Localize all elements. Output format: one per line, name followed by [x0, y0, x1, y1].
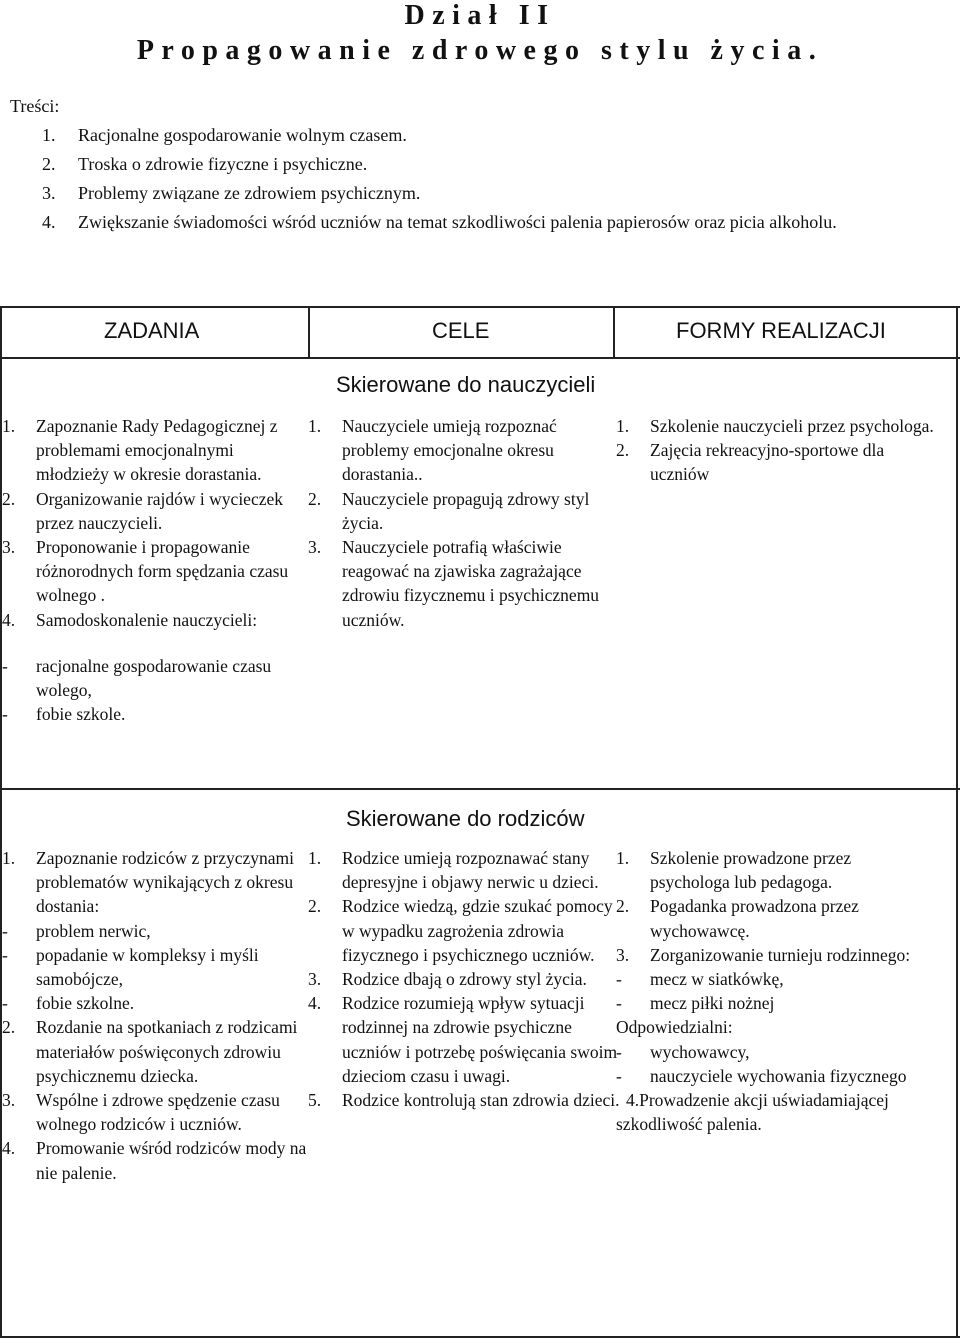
dash-bullet: -: [616, 1041, 622, 1062]
header-tasks: ZADANIA: [104, 318, 200, 343]
dash-bullet: -: [2, 704, 8, 725]
item-text: Szkolenie nauczycieli przez psychologa.: [650, 416, 934, 436]
item-number: 2.: [308, 488, 322, 509]
list-item: [2, 654, 302, 702]
contents-item: [10, 150, 950, 179]
item-number: 2.: [308, 896, 322, 917]
item-text: wychowawcy,: [650, 1041, 750, 1062]
list-item: [308, 894, 620, 967]
list-item: [2, 943, 312, 991]
item-text: Rodzice kontrolują stan zdrowia dzieci.: [342, 1090, 620, 1111]
item-text: problem nerwic,: [36, 920, 151, 941]
item-text: mecz w siatkówkę,: [650, 969, 784, 990]
list-item: [616, 1064, 958, 1088]
dash-bullet: -: [616, 969, 622, 990]
item-number: 4.: [2, 1138, 16, 1159]
table-border: [0, 306, 960, 308]
item-number: 4.: [42, 212, 56, 232]
dash-bullet: -: [2, 920, 8, 941]
list-item: [2, 487, 310, 535]
item-text: Racjonalne gospodarowanie wolnym czasem.: [78, 125, 407, 145]
table-border: [0, 1336, 960, 1338]
contents-list: [10, 121, 950, 237]
list-item: [308, 846, 620, 894]
item-text: Organizowanie rajdów i wycieczek przez nauczycieli.: [36, 488, 283, 533]
list-item: [2, 846, 312, 919]
list-item: [308, 487, 620, 535]
item-number: 2.: [616, 896, 630, 917]
list-item: [616, 414, 936, 438]
section-heading-teachers: Skierowane do nauczycieli: [336, 372, 596, 397]
list-item: [2, 608, 310, 632]
table-border: [956, 306, 958, 790]
item-text: Rozdanie na spotkaniach z rodzicami materiałów poświęconych zdrowiu psychicznemu dziecka.: [36, 1017, 298, 1086]
section-heading-parents: Skierowane do rodziców: [346, 806, 585, 831]
item-number: 2.: [2, 1017, 16, 1038]
list-item: [308, 535, 620, 632]
item-number: 3.: [616, 944, 630, 965]
list-item: [308, 414, 620, 487]
contents-block: [10, 92, 950, 237]
item-text: nauczyciele wychowania fizycznego: [650, 1065, 907, 1086]
list-item: [2, 414, 310, 487]
section-subtitle: Propagowanie zdrowego stylu życia.: [136, 35, 824, 66]
table-border: [0, 357, 960, 359]
item-text: Nauczyciele umieją rozpoznać problemy emocjonalne okresu dorastania..: [342, 416, 557, 485]
list-item: [616, 991, 958, 1015]
item-number: 1.: [2, 848, 16, 868]
list-item: [308, 967, 620, 991]
item-text: Rodzice umieją rozpoznawać stany depresyjne i objawy nerwic u dzieci.: [342, 848, 599, 893]
list-item: [616, 943, 958, 967]
table-border: [0, 788, 960, 790]
teachers-goals-cell: [308, 414, 620, 632]
contents-item: [10, 208, 950, 237]
item-number: 3.: [2, 1090, 16, 1111]
item-text: Zajęcia rekreacyjno-sportowe dla uczniów: [650, 440, 885, 485]
section-title: Dział II: [404, 0, 556, 31]
table-border: [308, 306, 310, 358]
item-text: Zwiększanie świadomości wśród uczniów na temat szkodliwości palenia papierosów oraz picia alkoholu.: [78, 212, 837, 232]
item-number: 4.: [2, 609, 16, 630]
item-number: 4.: [308, 993, 322, 1014]
list-item: [2, 919, 312, 943]
list-item: [308, 991, 620, 1088]
item-text: Rodzice rozumieją wpływ sytuacji rodzinnej na zdrowie psychiczne uczniów i potrzebę poświęcania swoim dzieciom czasu i uwagi.: [342, 993, 618, 1086]
list-item: [616, 894, 958, 942]
item-number: 3.: [308, 537, 322, 558]
item-number: 1.: [616, 416, 630, 436]
contents-label: Treści:: [10, 96, 60, 116]
item-text: Zorganizowanie turnieju rodzinnego:: [650, 944, 911, 965]
responsible-label: Odpowiedzialni:: [616, 1017, 733, 1038]
header-goals: CELE: [432, 318, 490, 343]
dash-bullet: -: [2, 993, 8, 1014]
item-text: Samodoskonalenie nauczycieli:: [36, 609, 258, 630]
item-number: 3.: [42, 183, 56, 203]
list-item: [2, 535, 310, 608]
item-text: Rodzice wiedzą, gdzie szukać pomocy w wypadku zagrożenia zdrowia fizycznego i psychicznego uczniów.: [342, 896, 613, 965]
item-text: Pogadanka prowadzona przez wychowawcę.: [650, 896, 859, 941]
teachers-tasks-cell: [2, 414, 310, 632]
parents-tasks-cell: [2, 846, 312, 1185]
item-text: fobie szkolne.: [36, 993, 135, 1014]
dash-bullet: -: [2, 656, 8, 676]
item-number: 1.: [616, 848, 630, 868]
item-number: 2.: [616, 440, 630, 461]
list-item: [2, 1088, 312, 1136]
item-text: Wspólne i zdrowe spędzenie czasu wolnego rodziców i uczniów.: [36, 1090, 280, 1135]
parents-goals-cell: [308, 846, 620, 1112]
contents-item: [10, 179, 950, 208]
contents-item: [10, 121, 950, 150]
item-text: fobie szkole.: [36, 704, 126, 725]
item-number: 3.: [308, 969, 322, 990]
list-item: [616, 438, 936, 486]
parents-forms-cell: [616, 846, 958, 1136]
item-number: 1.: [308, 848, 322, 868]
item-text: Troska o zdrowie fizyczne i psychiczne.: [78, 154, 368, 174]
list-item: [2, 1136, 312, 1184]
forms-extra-text: 4.Prowadzenie akcji uświadamiającej szkodliwość palenia.: [616, 1090, 889, 1135]
item-text: Nauczyciele propagują zdrowy styl życia.: [342, 488, 590, 533]
item-text: Szkolenie prowadzone przez psychologa lub pedagoga.: [650, 848, 852, 893]
item-text: mecz piłki nożnej: [650, 993, 775, 1014]
list-item: [308, 1088, 620, 1112]
list-item: [2, 702, 302, 726]
teachers-tasks-extra-cell: [2, 654, 302, 727]
dash-bullet: -: [616, 1065, 622, 1086]
item-text: Nauczyciele potrafią właściwie reagować na zjawiska zagrażające zdrowiu fizycznemu i psychicznemu uczniów.: [342, 537, 600, 630]
item-number: 1.: [42, 125, 56, 145]
list-item: [616, 846, 958, 894]
item-text: Promowanie wśród rodziców mody na nie palenie.: [36, 1138, 307, 1183]
item-number: 5.: [308, 1090, 322, 1111]
item-text: Problemy związane ze zdrowiem psychicznym.: [78, 183, 421, 203]
teachers-forms-cell: [616, 414, 936, 487]
dash-bullet: -: [616, 993, 622, 1014]
item-number: 2.: [42, 154, 56, 174]
item-text: Rodzice dbają o zdrowy styl życia.: [342, 969, 587, 990]
item-number: 2.: [2, 488, 16, 509]
item-text: Zapoznanie rodziców z przyczynami problematów wynikających z okresu dostania:: [36, 848, 294, 917]
item-text: racjonalne gospodarowanie czasu wolego,: [36, 656, 272, 701]
list-item: [616, 1040, 958, 1064]
item-text: popadanie w kompleksy i myśli samobójcze,: [36, 944, 259, 990]
list-item: [2, 1015, 312, 1088]
item-number: 1.: [308, 416, 322, 436]
table-border: [613, 306, 615, 358]
header-forms: FORMY REALIZACJI: [676, 318, 886, 343]
item-number: 3.: [2, 537, 16, 558]
list-item: [616, 967, 958, 991]
item-number: 1.: [2, 416, 16, 436]
list-item: [2, 991, 312, 1015]
item-text: Proponowanie i propagowanie różnorodnych form spędzania czasu wolnego .: [36, 537, 289, 606]
item-text: Zapoznanie Rady Pedagogicznej z problemami emocjonalnymi młodzieży w okresie dorastania.: [36, 416, 278, 485]
dash-bullet: -: [2, 944, 8, 965]
